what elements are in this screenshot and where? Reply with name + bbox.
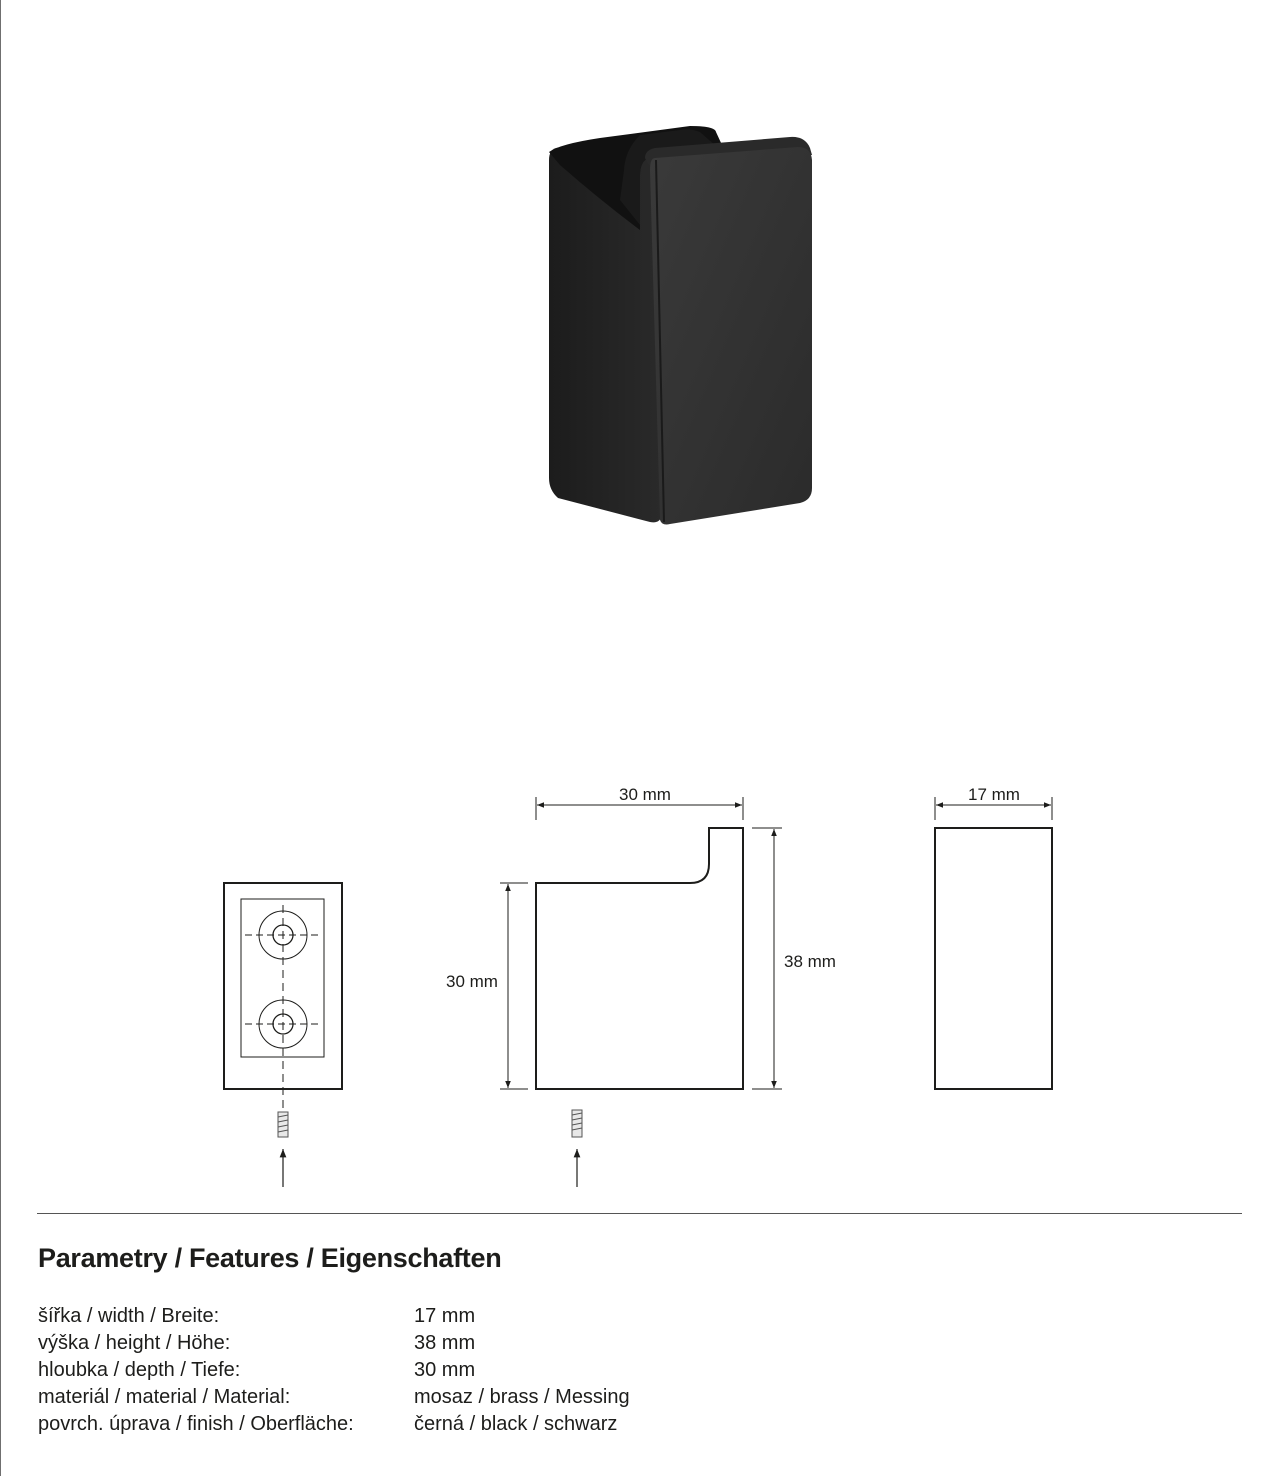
spec-row-height <box>38 1330 838 1357</box>
spec-label: hloubka / depth / Tiefe: <box>38 1359 241 1381</box>
features-table <box>38 1303 838 1438</box>
dimension-label-side-width: 17 mm <box>968 785 1020 804</box>
section-divider <box>37 1213 1242 1214</box>
spec-row-width <box>38 1303 838 1330</box>
spec-value: 30 mm <box>414 1359 476 1381</box>
spec-row-finish <box>38 1411 838 1438</box>
screw-icon-2 <box>572 1110 582 1137</box>
dimension-height-38 <box>752 828 782 1089</box>
front-view-drawing <box>935 828 1052 1089</box>
spec-label: materiál / material / Material: <box>38 1386 291 1408</box>
dimension-label-right-height: 38 mm <box>784 952 836 971</box>
profile-view-drawing <box>536 828 743 1089</box>
dimension-height-30 <box>500 883 528 1089</box>
spec-value: 38 mm <box>414 1332 476 1354</box>
spec-label: povrch. úprava / finish / Oberfläche: <box>38 1413 354 1435</box>
spec-label: výška / height / Höhe: <box>38 1332 231 1354</box>
spec-row-material <box>38 1384 838 1411</box>
spec-row-depth <box>38 1357 838 1384</box>
spec-label: šířka / width / Breite: <box>38 1305 220 1327</box>
dimension-label-top-width: 30 mm <box>619 785 671 804</box>
back-view-drawing <box>224 883 342 1110</box>
spec-value: 17 mm <box>414 1305 476 1327</box>
features-title: Parametry / Features / Eigenschaften <box>38 1243 502 1273</box>
spec-value: mosaz / brass / Messing <box>414 1386 630 1408</box>
screw-icon <box>278 1112 288 1137</box>
spec-value: černá / black / schwarz <box>414 1413 618 1435</box>
dimension-label-left-height: 30 mm <box>446 972 498 991</box>
